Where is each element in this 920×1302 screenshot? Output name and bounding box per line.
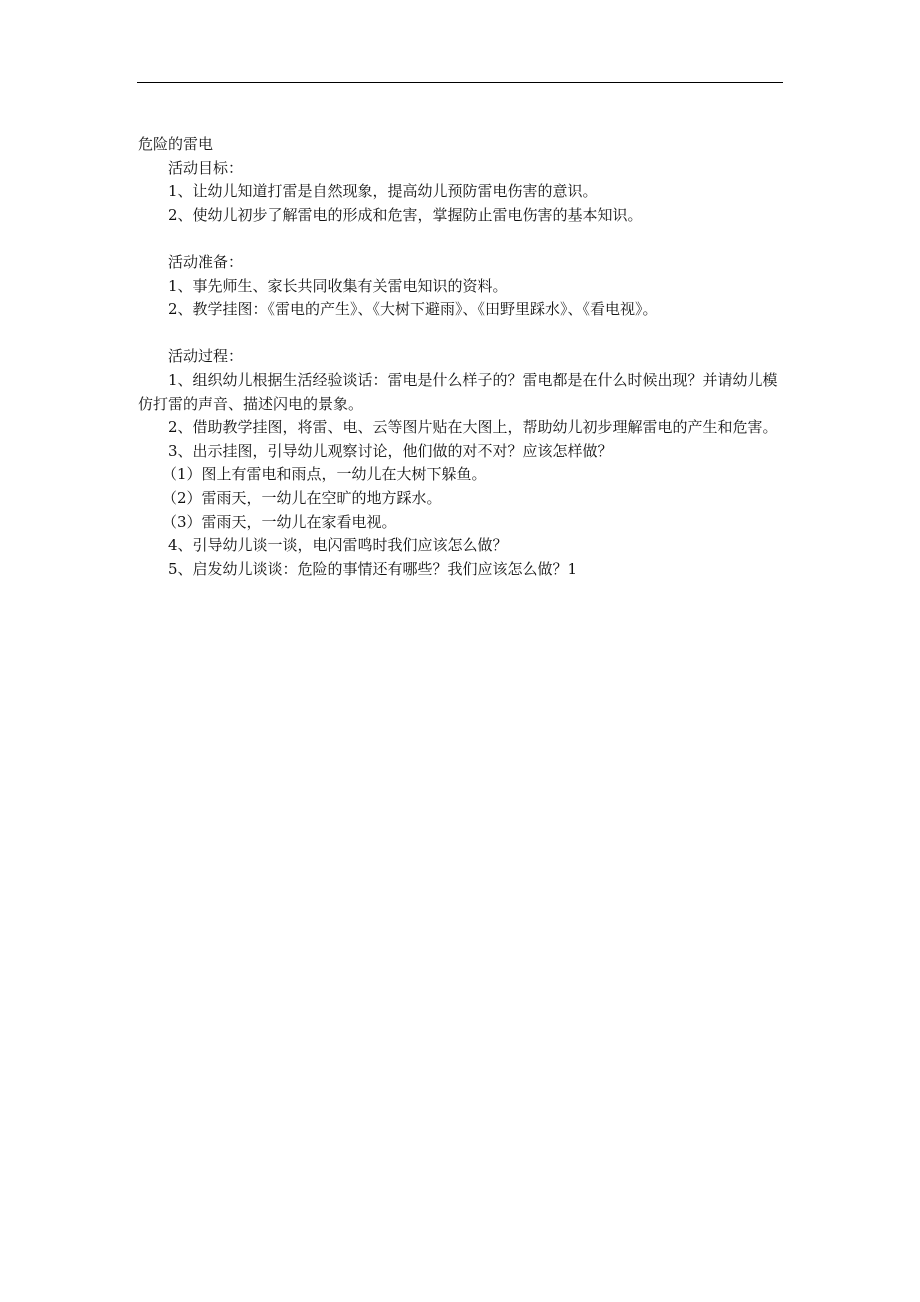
process-subitem: （2）雷雨天，一幼儿在空旷的地方踩水。 <box>162 488 442 507</box>
document-title: 危险的雷电 <box>138 135 214 153</box>
process-item: 1、组织幼儿根据生活经验谈话：雷电是什么样子的？雷电都是在什么时候出现？并请幼儿模仿打雷的声音、描述闪电的景象。 <box>138 370 778 413</box>
process-item: 2、借助教学挂图，将雷、电、云等图片贴在大图上，帮助幼儿初步理解雷电的产生和危害。 <box>168 418 778 437</box>
process-subitem: （1）图上有雷电和雨点，一幼儿在大树下躲鱼。 <box>162 465 487 484</box>
process-item: 4、引导幼儿谈一谈，电闪雷鸣时我们应该怎么做？ <box>168 536 508 555</box>
section-gap <box>138 227 784 251</box>
header-rule <box>137 82 783 83</box>
preparation-heading: 活动准备： <box>168 252 244 271</box>
process-item: 5、启发幼儿谈谈：危险的事情还有哪些？我们应该怎么做？1 <box>168 559 578 578</box>
goals-heading: 活动目标： <box>168 158 244 177</box>
process-subitem: （3）雷雨天，一幼儿在家看电视。 <box>162 512 397 531</box>
goal-item: 2、使幼儿初步了解雷电的形成和危害，掌握防止雷电伤害的基本知识。 <box>168 205 643 224</box>
process-heading: 活动过程： <box>168 347 244 366</box>
preparation-item: 2、教学挂图：《雷电的产生》、《大树下避雨》、《田野里踩水》、《看电视》。 <box>168 300 658 319</box>
section-gap <box>138 322 784 346</box>
preparation-item: 1、事先师生、家长共同收集有关雷电知识的资料。 <box>168 276 508 295</box>
process-item: 3、出示挂图，引导幼儿观察讨论，他们做的对不对？应该怎样做？ <box>168 441 613 460</box>
goal-item: 1、让幼儿知道打雷是自然现象，提高幼儿预防雷电伤害的意识。 <box>168 182 598 201</box>
document-body <box>138 133 784 581</box>
